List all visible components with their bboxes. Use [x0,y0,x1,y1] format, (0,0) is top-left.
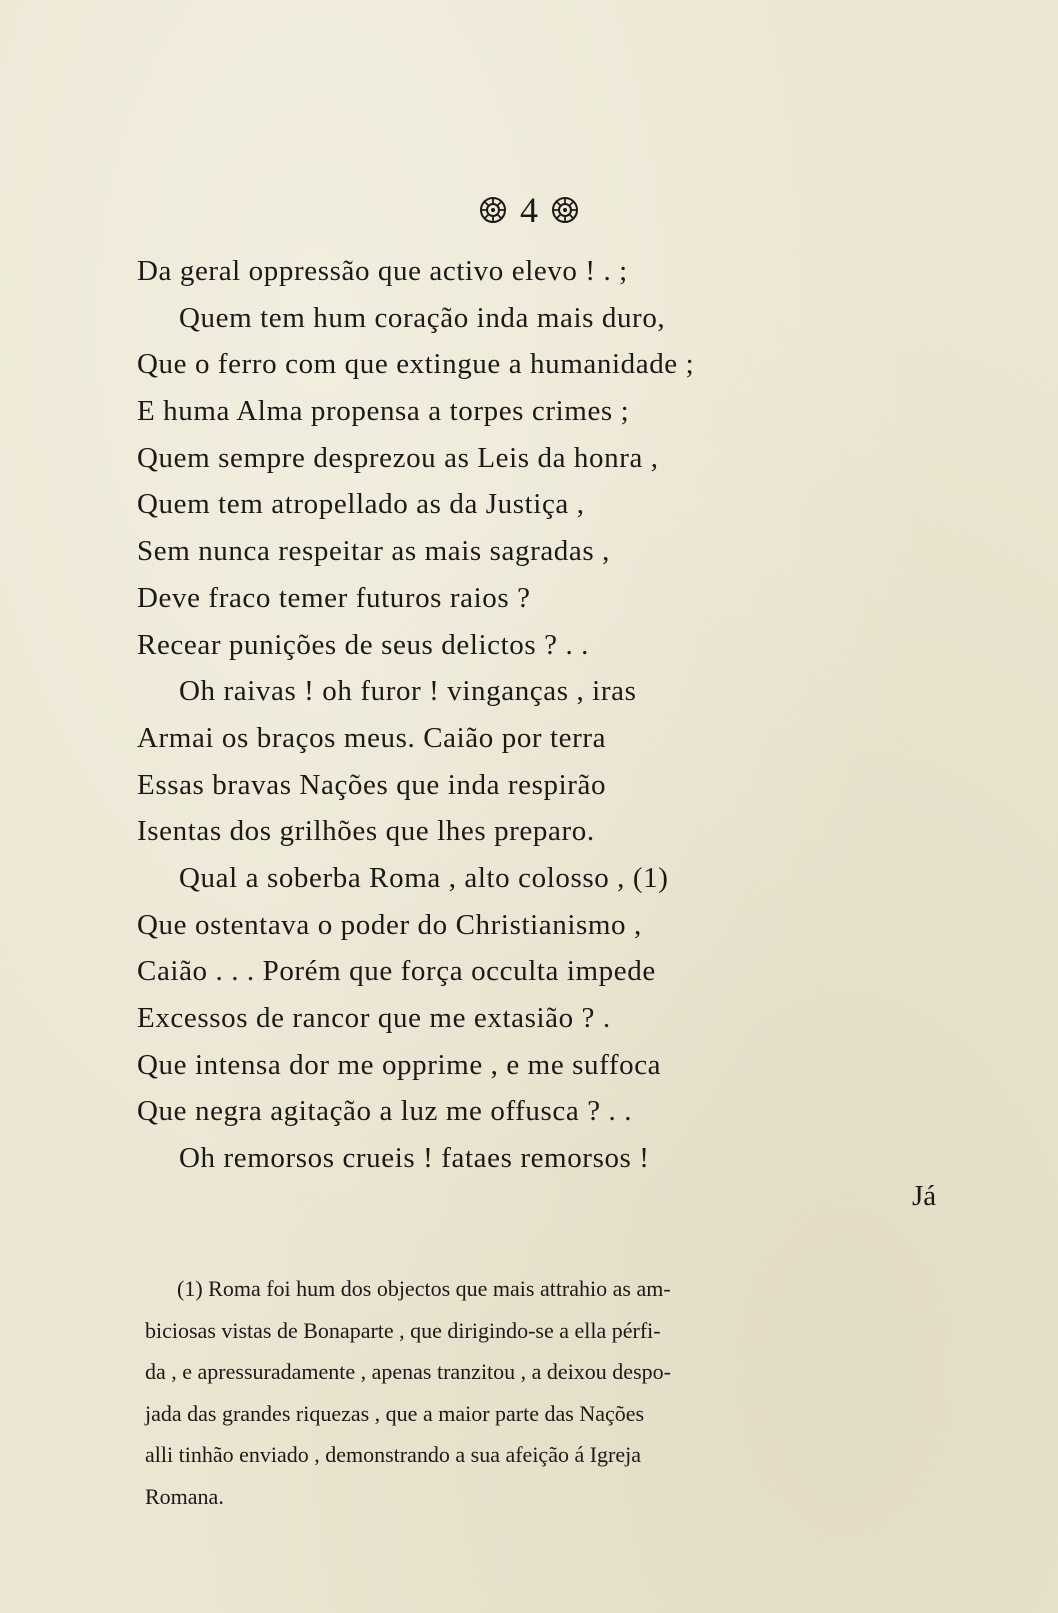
poem-line: Oh remorsos crueis ! fataes remorsos ! [179,1142,650,1175]
poem-line: Oh raivas ! oh furor ! vinganças , iras [179,675,637,708]
poem-line: Qual a soberba Roma , alto colosso , (1) [179,861,669,894]
poem-line: Armai os braços meus. Caião por terra [137,721,607,754]
footnote-line: da , e apressuradamente , apenas tranzitou , a deixou despo- [145,1359,671,1384]
poem-line: Que intensa dor me opprime , e me suffoca [137,1048,662,1081]
poem-line: Recear punições de seus delictos ? . . [137,628,590,661]
poem-line: Sem nunca respeitar as mais sagradas , [137,535,610,568]
poem-line: Que negra agitação a luz me offusca ? . . [137,1095,633,1128]
poem-line: Que o ferro com que extingue a humanidade ; [137,348,695,381]
poem-line: Essas bravas Nações que inda respirão [137,768,607,801]
poem-line: Que ostentava o poder do Christianismo , [137,908,642,941]
rosette-ornament-icon [478,195,508,225]
poem-line: Deve fraco temer futuros raios ? [137,581,531,614]
footnote-line: alli tinhão enviado , demonstrando a sua afeição á Igreja [145,1442,642,1467]
poem-line: Quem sempre desprezou as Leis da honra , [137,441,659,474]
poem-line: Quem tem hum coração inda mais duro, [179,301,666,334]
poem-line: Excessos de rancor que me extasião ? . [137,1002,611,1034]
poem-line: Isentas dos grilhões que lhes preparo. [137,815,595,848]
footnote-line: Romana. [145,1483,224,1509]
poem-line: E huma Alma propensa a torpes crimes ; [137,395,630,428]
poem-line: Quem tem atropellado as da Justiça , [137,488,585,521]
poem-line: Caião . . . Porém que força occulta impede [137,955,656,988]
poem-line: Da geral oppressão que activo elevo ! . ; [137,255,628,287]
rosette-ornament-icon [550,195,580,225]
page-number: 4 [520,190,538,230]
catchword: Já [912,1180,937,1212]
footnote-line: biciosas vistas de Bonaparte , que dirigindo-se a ella pérfi- [145,1317,661,1343]
footnote [145,1268,963,1517]
poem-text [137,248,897,1182]
page-header [0,188,1058,232]
footnote-line: jada das grandes riquezas , que a maior parte das Nações [145,1400,645,1426]
footnote-line: (1) Roma foi hum dos objectos que mais attrahio as am- [177,1276,671,1301]
